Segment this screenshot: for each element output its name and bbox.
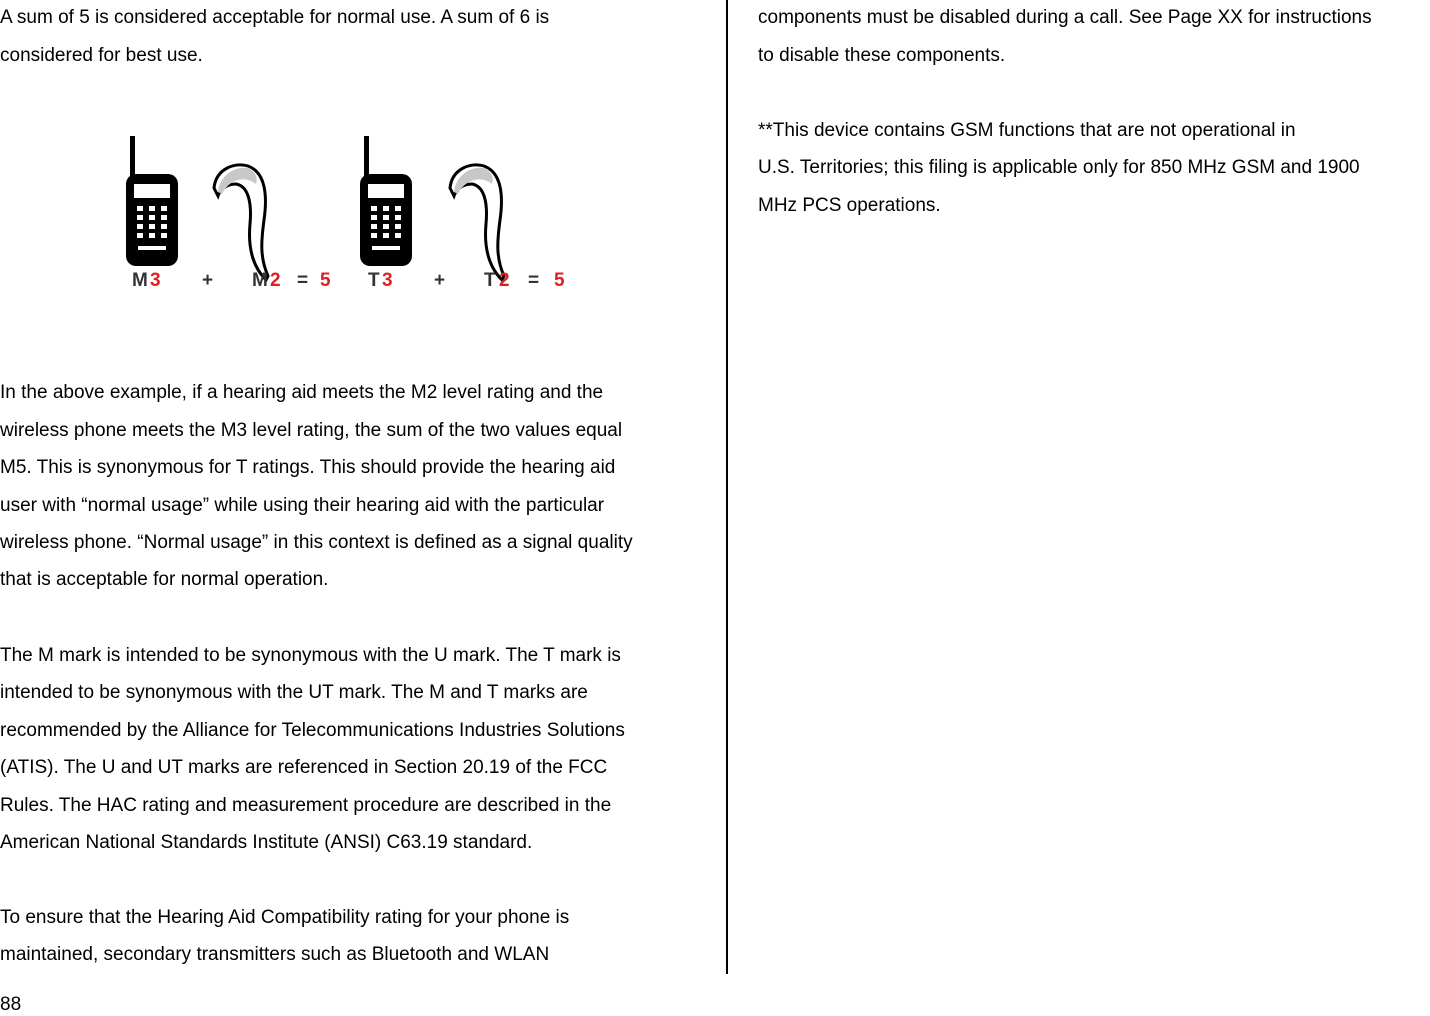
- text-line: MHz PCS operations.: [758, 195, 941, 216]
- text-line: that is acceptable for normal operation.: [0, 569, 329, 590]
- eq-t-term2-letter: T: [484, 270, 496, 291]
- text-line: M5. This is synonymous for T ratings. This should provide the hearing aid: [0, 457, 616, 478]
- hac-rating-figure: [112, 128, 584, 324]
- text-line: intended to be synonymous with the UT mark. The M and T marks are: [0, 682, 588, 703]
- text-line: maintained, secondary transmitters such as Bluetooth and WLAN: [0, 944, 550, 965]
- text-line: recommended by the Alliance for Telecommunications Industries Solutions: [0, 720, 625, 741]
- phone-icon: [360, 136, 412, 266]
- eq-m-equals: =: [297, 270, 309, 291]
- text-line: considered for best use.: [0, 45, 203, 66]
- column-divider: [726, 0, 728, 974]
- eq-t-term2-number: 2: [499, 270, 510, 291]
- eq-m-term2-number: 2: [270, 270, 281, 291]
- hearing-aid-icon: [214, 165, 268, 280]
- eq-t-term1-number: 3: [382, 270, 393, 291]
- eq-t-term1-letter: T: [368, 270, 380, 291]
- text-line: A sum of 5 is considered acceptable for normal use. A sum of 6 is: [0, 7, 550, 28]
- text-line: The M mark is intended to be synonymous with the U mark. The T mark is: [0, 645, 621, 666]
- eq-m-plus: +: [202, 270, 214, 291]
- eq-t-result: 5: [554, 270, 565, 291]
- eq-m-term1-number: 3: [150, 270, 161, 291]
- text-line: To ensure that the Hearing Aid Compatibility rating for your phone is: [0, 907, 570, 928]
- text-line: **This device contains GSM functions that are not operational in: [758, 120, 1296, 141]
- text-line: user with “normal usage” while using their hearing aid with the particular: [0, 495, 605, 516]
- text-line: (ATIS). The U and UT marks are referenced in Section 20.19 of the FCC: [0, 757, 608, 778]
- phone-icon: [126, 136, 178, 266]
- text-line: components must be disabled during a call. See Page XX for instructions: [758, 7, 1372, 28]
- eq-m-term2-letter: M: [252, 270, 268, 291]
- text-line: Rules. The HAC rating and measurement procedure are described in the: [0, 795, 612, 816]
- eq-t-equals: =: [528, 270, 540, 291]
- text-line: wireless phone. “Normal usage” in this context is defined as a signal quality: [0, 532, 633, 553]
- page-number: 88: [0, 994, 22, 1015]
- text-line: U.S. Territories; this filing is applicable only for 850 MHz GSM and 1900: [758, 157, 1360, 178]
- eq-t-plus: +: [434, 270, 446, 291]
- text-line: American National Standards Institute (ANSI) C63.19 standard.: [0, 832, 533, 853]
- text-line: wireless phone meets the M3 level rating, the sum of the two values equal: [0, 420, 623, 441]
- eq-m-result: 5: [320, 270, 331, 291]
- text-line: In the above example, if a hearing aid meets the M2 level rating and the: [0, 382, 604, 403]
- eq-m-term1-letter: M: [132, 270, 148, 291]
- text-line: to disable these components.: [758, 45, 1006, 66]
- hearing-aid-icon: [450, 165, 504, 280]
